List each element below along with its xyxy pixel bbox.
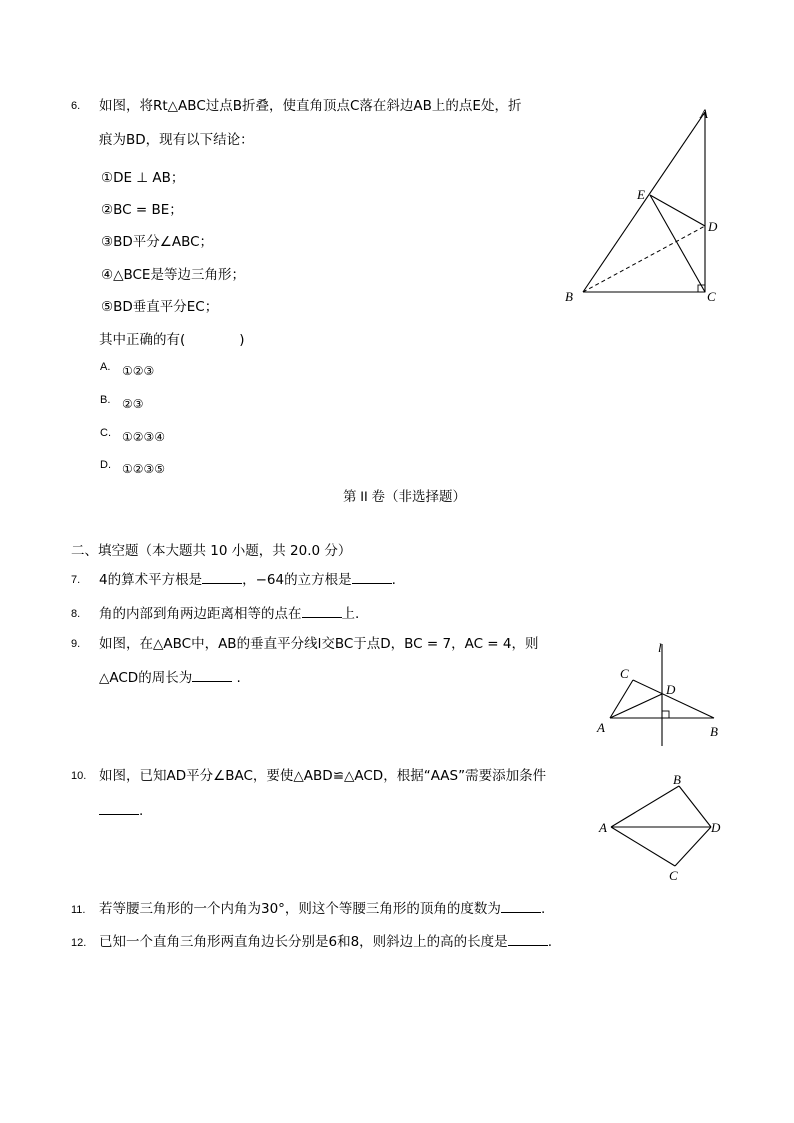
q6-triangle-figure [555, 100, 735, 310]
q6-stem-line1: 如图，将Rt△ABC过点B折叠，使直角顶点C落在斜边AB上的点E处，折 [99, 98, 522, 114]
q7-text-b: ，−64的立方根是 [242, 572, 352, 588]
q9-number: 9. [71, 638, 81, 650]
q9-stem-line1: 如图，在△ABC中，AB的垂直平分线l交BC于点D，BC = 7，AC = 4，则 [99, 636, 539, 652]
q6-number: 6. [71, 100, 81, 112]
q12-line [99, 933, 552, 951]
q9-fig-label-d: D [666, 682, 676, 697]
q12-blank[interactable] [508, 933, 548, 946]
q8-text-a: 角的内部到角两边距离相等的点在 [99, 606, 302, 622]
q9-fig-label-b: B [710, 724, 718, 739]
q7-blank-1[interactable] [202, 571, 242, 584]
q9-fig-label-a: A [597, 720, 605, 735]
q6-conclusion-3: ③BD平分∠ABC； [101, 234, 214, 250]
q6-fig-label-c: C [707, 289, 716, 304]
q9-triangle-figure [592, 636, 732, 748]
q8-number: 8. [71, 608, 81, 620]
q6-fig-label-e: E [637, 187, 645, 202]
q10-fig-label-d: D [711, 820, 721, 835]
q7-number: 7. [71, 574, 81, 586]
q6-conclusion-2: ②BC = BE； [101, 202, 183, 218]
q9-text-b: . [232, 670, 241, 686]
q7-blank-2[interactable] [352, 571, 392, 584]
q6-conclusion-4: ④△BCE是等边三角形； [101, 267, 245, 283]
q11-number: 11. [71, 904, 86, 916]
q8-text-b: 上. [341, 606, 360, 622]
q12-text-a: 已知一个直角三角形两直角边长分别是6和8，则斜边上的高的长度是 [99, 934, 508, 950]
q10-text-end: . [139, 803, 144, 819]
q6-fig-label-b: B [565, 289, 573, 304]
q10-stem-line1: 如图，已知AD平分∠BAC，要使△ABD≌△ACD，根据“AAS”需要添加条件 [99, 768, 547, 784]
q6-conclusion-5: ⑤BD垂直平分EC； [101, 299, 219, 315]
q10-number: 10. [71, 770, 87, 782]
q11-blank[interactable] [501, 900, 541, 913]
q6-fig-label-a: A [700, 106, 708, 121]
q11-text-b: . [540, 901, 546, 917]
q6-prompt: 其中正确的有( ) [99, 332, 245, 348]
q6-option-a-text[interactable]: ①②③ [122, 364, 155, 378]
part2-title: 第 II 卷（非选择题） [343, 489, 467, 504]
q7-text-a: 4的算术平方根是 [99, 572, 203, 588]
q6-option-b-text[interactable]: ②③ [122, 397, 144, 411]
q6-stem-line2: 痕为BD，现有以下结论： [99, 132, 254, 148]
q10-fig-label-a: A [599, 820, 607, 835]
q12-text-b: . [547, 934, 552, 950]
q6-option-d-text[interactable]: ①②③⑤ [122, 462, 166, 476]
q6-option-c-text[interactable]: ①②③④ [122, 430, 166, 444]
q6-option-b-letter: B. [100, 394, 111, 406]
q10-fig-label-b: B [673, 772, 681, 787]
q11-line [99, 900, 545, 918]
q9-fig-label-c: C [620, 666, 629, 681]
q8-blank[interactable] [302, 605, 342, 618]
q9-blank[interactable] [192, 669, 232, 682]
q9-text-a: △ACD的周长为 [99, 670, 193, 686]
q12-number: 12. [71, 937, 87, 949]
q10-blank[interactable] [99, 802, 139, 815]
q8-line [99, 605, 359, 623]
q10-fig-label-c: C [669, 868, 678, 883]
q6-option-a-letter: A. [100, 361, 111, 373]
q6-option-d-letter: D. [100, 459, 111, 471]
section-title: 二、填空题（本大题共 10 小题，共 20.0 分） [71, 543, 352, 559]
q7-line [99, 571, 396, 589]
q10-kite-figure [597, 770, 727, 885]
q6-conclusion-1: ①DE ⊥ AB； [101, 170, 185, 186]
q9-fig-label-l: l [658, 640, 662, 655]
q6-fig-label-d: D [708, 219, 718, 234]
q9-stem-line2 [99, 669, 241, 687]
q6-option-c-letter: C. [100, 427, 111, 439]
q10-stem-line2 [99, 802, 143, 820]
q7-text-c: . [391, 572, 396, 588]
q11-text-a: 若等腰三角形的一个内角为30°，则这个等腰三角形的顶角的度数为 [99, 901, 501, 917]
